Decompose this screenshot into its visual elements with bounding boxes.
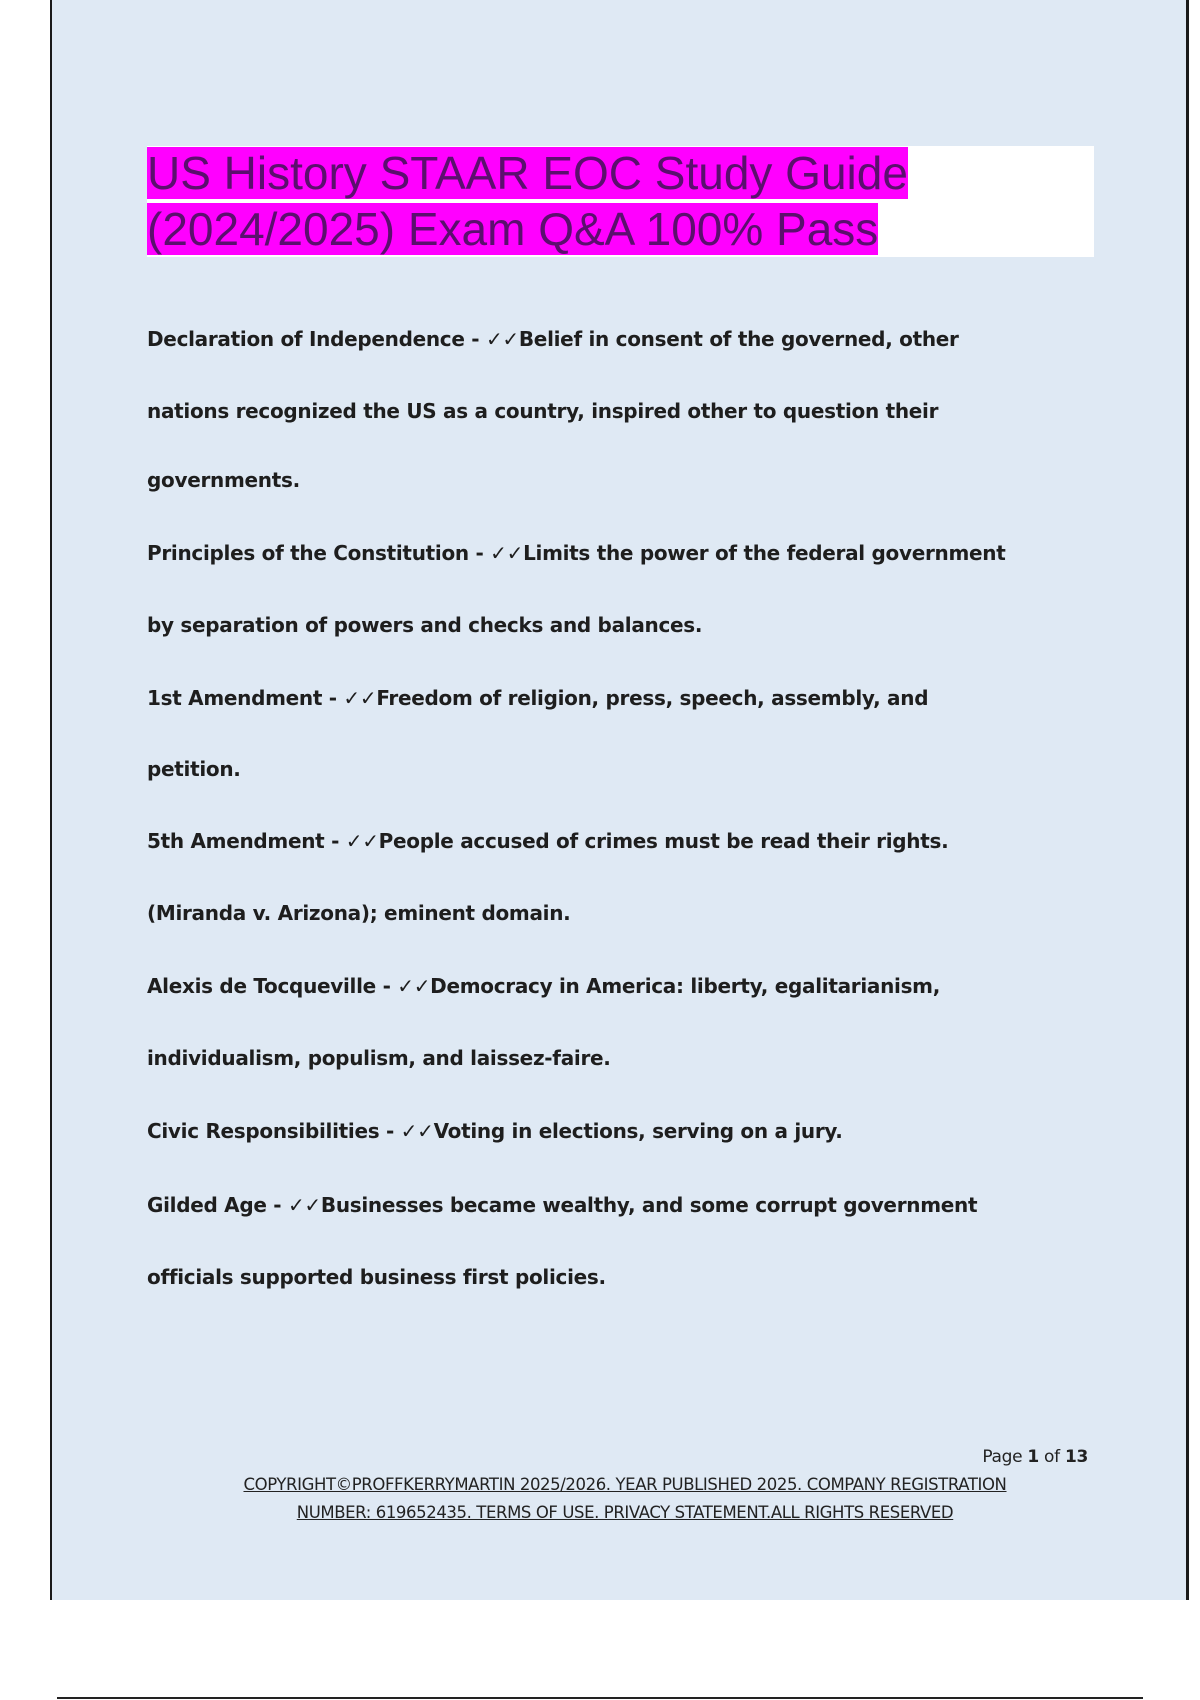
entry-line: Alexis de Tocqueville - ✓✓Democracy in America: liberty, egalitarianism, bbox=[147, 974, 941, 998]
entry-line: nations recognized the US as a country, inspired other to question their bbox=[147, 399, 939, 423]
entry-line: individualism, populism, and laissez-faire. bbox=[147, 1046, 611, 1070]
entry-line: petition. bbox=[147, 757, 241, 781]
page-of: of bbox=[1044, 1447, 1060, 1467]
entry-line: 5th Amendment - ✓✓People accused of crimes must be read their rights. bbox=[147, 829, 949, 853]
page-number bbox=[982, 1447, 1088, 1467]
entry-line: officials supported business first policies. bbox=[147, 1265, 606, 1289]
entry-line: (Miranda v. Arizona); eminent domain. bbox=[147, 901, 571, 925]
bottom-divider bbox=[57, 1697, 1143, 1699]
document-page bbox=[50, 0, 1189, 1600]
entry-line: Principles of the Constitution - ✓✓Limits the power of the federal government bbox=[147, 541, 1006, 565]
copyright-notice bbox=[152, 1471, 1098, 1527]
entry-line: Declaration of Independence - ✓✓Belief in consent of the governed, other bbox=[147, 327, 959, 351]
title-line-2: (2024/2025) Exam Q&A 100% Pass bbox=[147, 202, 879, 255]
title-line-1: US History STAAR EOC Study Guide bbox=[147, 147, 908, 199]
entry-line: Gilded Age - ✓✓Businesses became wealthy, and some corrupt government bbox=[147, 1193, 978, 1217]
copyright-line-1: COPYRIGHT©PROFFKERRYMARTIN 2025/2026. YEAR PUBLISHED 2025. COMPANY REGISTRATION bbox=[243, 1475, 1007, 1494]
page-current: 1 bbox=[1027, 1447, 1039, 1467]
copyright-line-2: NUMBER: 619652435. TERMS OF USE. PRIVACY STATEMENT.ALL RIGHTS RESERVED bbox=[296, 1503, 954, 1522]
entry-line: by separation of powers and checks and balances. bbox=[147, 613, 703, 637]
entry-line: governments. bbox=[147, 468, 300, 492]
entry-line: 1st Amendment - ✓✓Freedom of religion, press, speech, assembly, and bbox=[147, 686, 929, 710]
page-total: 13 bbox=[1064, 1447, 1088, 1467]
entry-line: Civic Responsibilities - ✓✓Voting in elections, serving on a jury. bbox=[147, 1119, 843, 1143]
document-title bbox=[147, 146, 1094, 257]
page-label: Page bbox=[982, 1447, 1023, 1467]
